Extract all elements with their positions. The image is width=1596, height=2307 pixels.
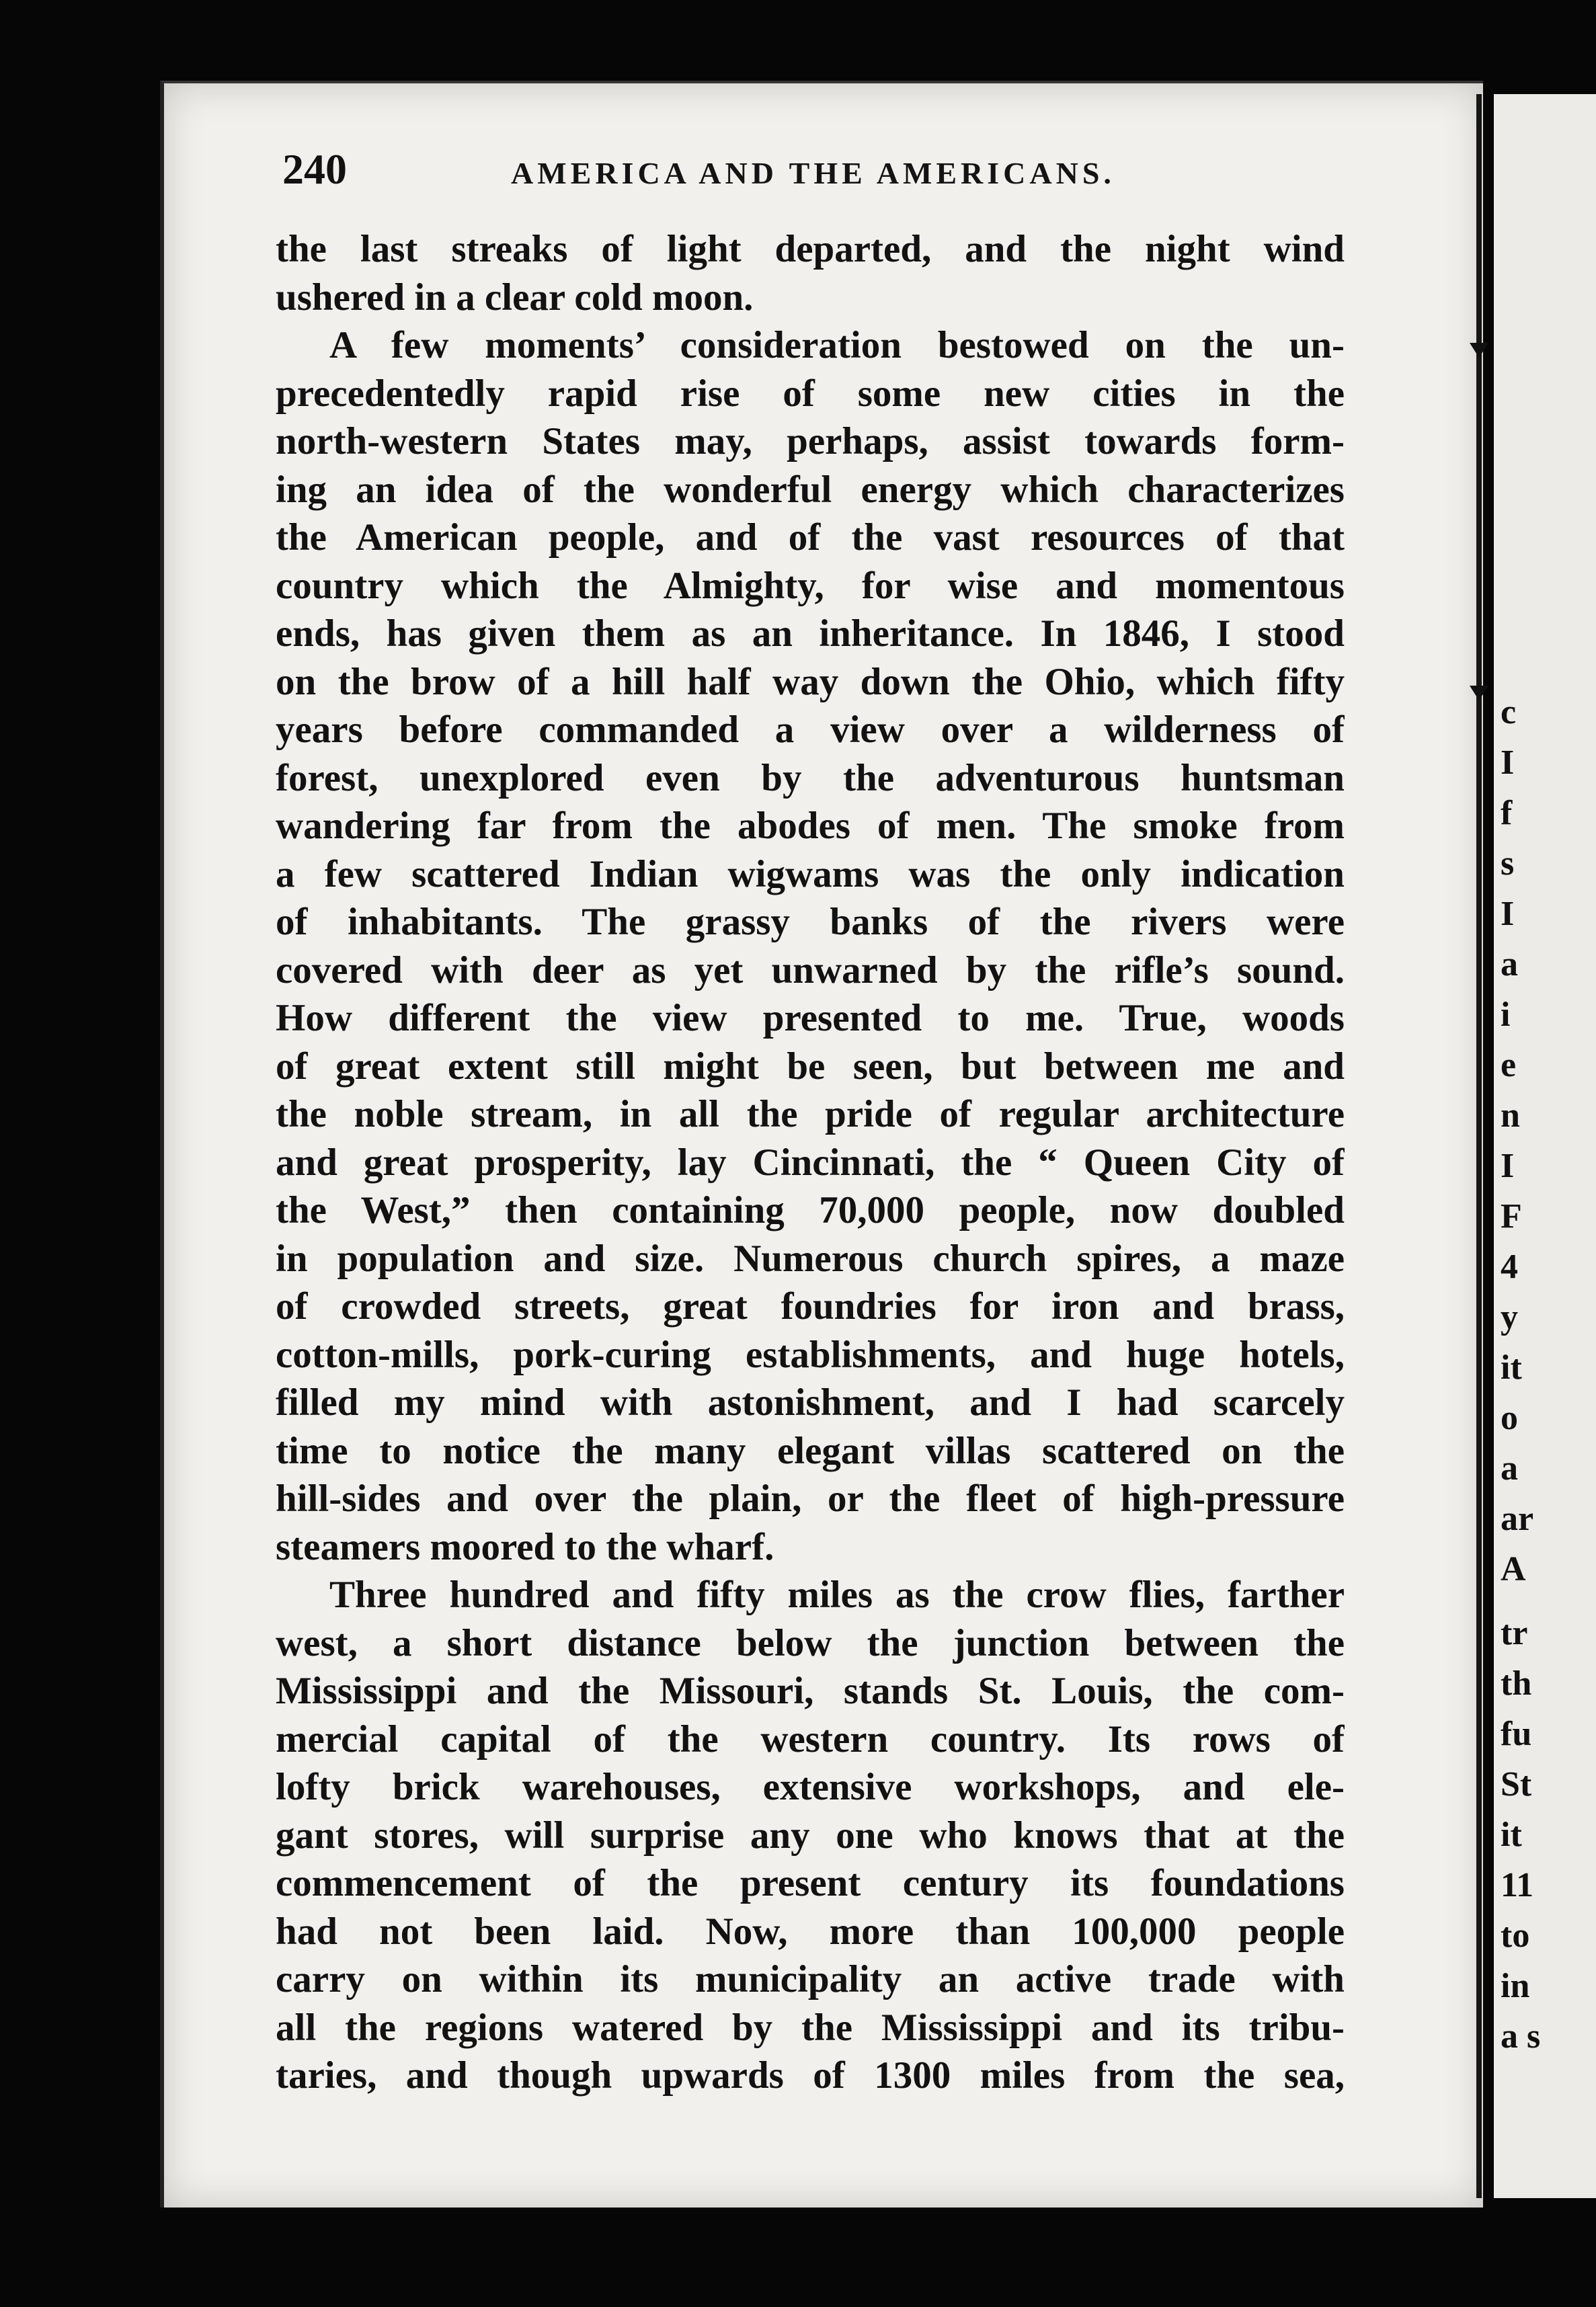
adjacent-page-fragment: ar	[1501, 1500, 1534, 1538]
adjacent-page-fragment: I	[1501, 743, 1515, 782]
text-line: and great prosperity, lay Cincinnati, the “ Queen City of	[276, 1141, 1345, 1184]
text-line: all the regions watered by the Mississippi and its tribu-	[276, 2006, 1345, 2049]
adjacent-page-fragment: to	[1501, 1916, 1530, 1955]
adjacent-page-fragment: I	[1501, 1147, 1515, 1185]
adjacent-page-fragment: 4	[1501, 1248, 1518, 1286]
page-number: 240	[282, 145, 347, 193]
text-line: lofty brick warehouses, extensive workshops, and ele-	[276, 1766, 1345, 1808]
adjacent-page-fragment: e	[1501, 1046, 1517, 1084]
text-line: a few scattered Indian wigwams was the only indication	[276, 852, 1345, 895]
text-line: mercial capital of the western country. Its rows of	[276, 1717, 1345, 1760]
text-line: ends, has given them as an inheritance. In 1846, I stood	[276, 612, 1345, 655]
text-line: hill-sides and over the plain, or the fleet of high-pressure	[276, 1478, 1345, 1520]
adjacent-page-fragment: I	[1501, 895, 1515, 933]
text-line: time to notice the many elegant villas scattered on the	[276, 1429, 1345, 1472]
text-line: cotton-mills, pork-curing establishments, and huge hotels,	[276, 1333, 1345, 1376]
text-line: carry on within its municipality an active trade with	[276, 1958, 1345, 2000]
text-line: wandering far from the abodes of men. The smoke from	[276, 805, 1345, 847]
text-line: taries, and though upwards of 1300 miles from the sea,	[276, 2054, 1345, 2097]
text-line: filled my mind with astonishment, and I had scarcely	[276, 1381, 1345, 1424]
adjacent-page-fragment: tr	[1501, 1614, 1528, 1652]
adjacent-page-fragment: fu	[1501, 1715, 1532, 1753]
adjacent-page-fragment: a s	[1501, 2017, 1541, 2056]
text-line: ing an idea of the wonderful energy which characterizes	[276, 468, 1345, 511]
text-line: Three hundred and fifty miles as the crow flies, farther	[329, 1574, 1345, 1616]
text-line: precedentedly rapid rise of some new cities in the	[276, 372, 1345, 415]
text-line: commencement of the present century its foundations	[276, 1862, 1345, 1904]
adjacent-page-fragment: i	[1501, 996, 1511, 1034]
adjacent-page-fragment: it	[1501, 1348, 1522, 1387]
text-line: the American people, and of the vast resources of that	[276, 516, 1345, 559]
body-text	[276, 225, 1345, 2100]
page-header	[282, 145, 1398, 198]
adjacent-page-fragment: a	[1501, 1449, 1518, 1488]
text-line: of crowded streets, great foundries for iron and brass,	[276, 1285, 1345, 1328]
text-line: on the brow of a hill half way down the Ohio, which fifty	[276, 660, 1345, 703]
adjacent-page-fragment: s	[1501, 844, 1515, 883]
adjacent-page-fragment: it	[1501, 1816, 1522, 1854]
adjacent-page-fragment: o	[1501, 1399, 1518, 1437]
adjacent-page-fragment: A	[1501, 1550, 1526, 1588]
text-line: Mississippi and the Missouri, stands St. Louis, the com-	[276, 1670, 1345, 1712]
adjacent-page-fragment: n	[1501, 1096, 1520, 1135]
text-line: steamers moored to the wharf.	[276, 1525, 774, 1568]
text-line: the noble stream, in all the pride of regular architecture	[276, 1093, 1345, 1135]
text-line: west, a short distance below the junction between the	[276, 1621, 1345, 1664]
text-line: north-western States may, perhaps, assist towards form-	[276, 420, 1345, 462]
adjacent-page-fragment: F	[1501, 1197, 1522, 1236]
adjacent-page-fragment: f	[1501, 794, 1513, 832]
text-line: of great extent still might be seen, but between me and	[276, 1045, 1345, 1088]
adjacent-page	[1494, 94, 1596, 2198]
text-line: the last streaks of light departed, and the night wind	[276, 228, 1345, 270]
text-line: country which the Almighty, for wise and momentous	[276, 564, 1345, 607]
text-line: of inhabitants. The grassy banks of the rivers were	[276, 901, 1345, 943]
adjacent-page-fragment: y	[1501, 1298, 1518, 1336]
text-line: forest, unexplored even by the adventurous huntsman	[276, 756, 1345, 799]
text-line: covered with deer as yet unwarned by the rifle’s sound.	[276, 948, 1345, 991]
adjacent-page-fragment: th	[1501, 1664, 1532, 1703]
running-head: AMERICA AND THE AMERICANS.	[511, 156, 1115, 190]
gutter-arrow-down-icon	[1470, 686, 1488, 700]
page-gutter	[1476, 94, 1482, 2198]
adjacent-page-fragment: St	[1501, 1765, 1532, 1804]
text-line: How different the view presented to me. True, woods	[276, 997, 1345, 1039]
adjacent-page-fragment: in	[1501, 1967, 1530, 2005]
adjacent-page-fragment: c	[1501, 693, 1517, 731]
text-line: years before commanded a view over a wilderness of	[276, 709, 1345, 751]
adjacent-page-fragment: 11	[1501, 1866, 1534, 1904]
adjacent-page-fragment: a	[1501, 945, 1518, 983]
text-line: gant stores, will surprise any one who knows that at the	[276, 1814, 1345, 1857]
text-line: A few moments’ consideration bestowed on the un-	[329, 324, 1345, 366]
text-line: had not been laid. Now, more than 100,000 people	[276, 1910, 1345, 1953]
gutter-arrow-down-icon	[1470, 343, 1488, 358]
text-line: the West,” then containing 70,000 people, now doubled	[276, 1189, 1345, 1231]
text-line: ushered in a clear cold moon.	[276, 276, 754, 319]
text-line: in population and size. Numerous church spires, a maze	[276, 1237, 1345, 1280]
